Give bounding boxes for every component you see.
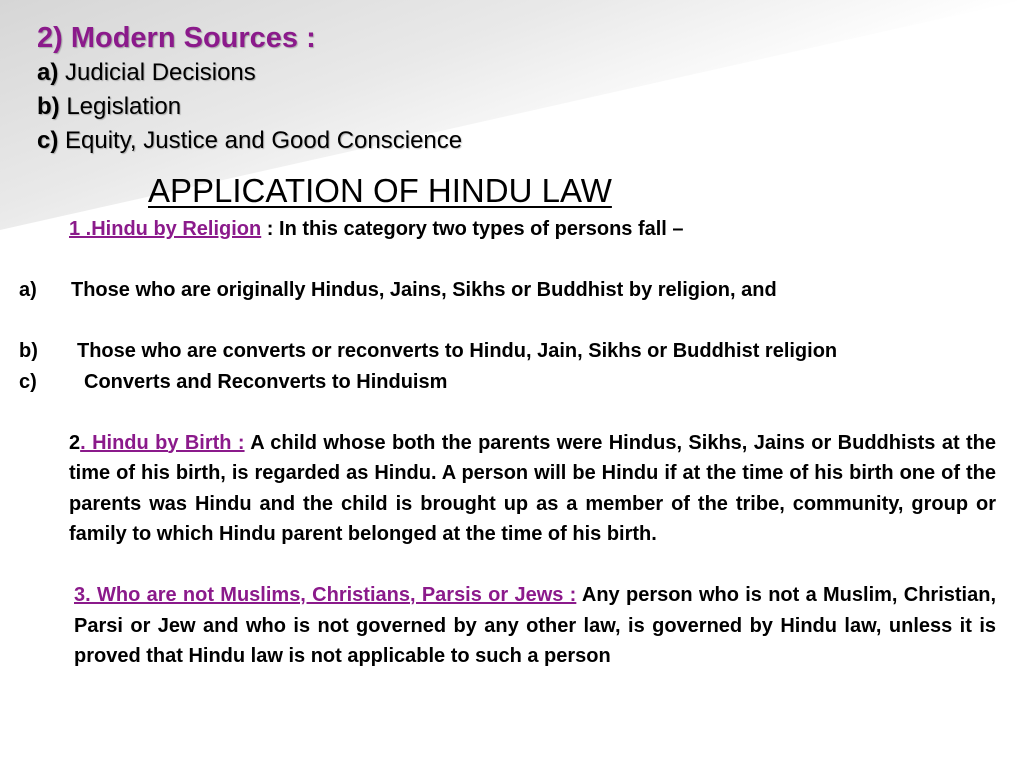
section1-text: : In this category two types of persons fall –: [261, 218, 684, 240]
source-marker: c): [37, 127, 59, 154]
section2-paragraph: [19, 428, 996, 550]
item-text: Those who are converts or reconverts to Hindu, Jain, Sikhs or Buddhist religion: [77, 340, 838, 362]
source-text: Equity, Justice and Good Conscience: [58, 127, 463, 154]
spacer: [19, 550, 996, 581]
source-text: Legislation: [59, 93, 182, 120]
spacer: [19, 397, 996, 428]
source-item-c: [37, 124, 462, 158]
item-marker: b): [19, 340, 38, 362]
item-text: Converts and Reconverts to Hinduism: [84, 370, 448, 393]
section1-label: 1 .Hindu by Religion: [69, 218, 262, 240]
source-item-a: [37, 56, 462, 90]
section1-item-c: [19, 367, 996, 398]
content-body: [19, 214, 996, 672]
item-text: Those who are originally Hindus, Jains, Sikhs or Buddhist by religion, and: [71, 279, 777, 301]
modern-sources-heading: 2) Modern Sources :: [37, 22, 316, 54]
source-marker: b): [37, 93, 60, 120]
section3-text: Any person who is not a Muslim, Christian, Parsi or Jew and who is not governed by any other law, is governed by Hindu law, unless it is proved that Hindu law is not applicable to such a person: [74, 584, 996, 667]
section1-item-b: [19, 336, 996, 367]
section2-label: . Hindu by Birth :: [80, 431, 245, 454]
section2-number: 2: [69, 431, 81, 454]
item-marker: c): [19, 370, 37, 393]
source-item-b: [37, 90, 462, 124]
spacer: [19, 306, 996, 337]
section2-text: A child whose both the parents were Hindus, Sikhs, Jains or Buddhists at the time of his birth, is regarded as Hindu. A person will be Hindu if at the time of his birth one of the parents was Hindu and the child is brought up as a member of the tribe, community, group or family to which Hindu parent belonged at the time of his birth.: [69, 431, 996, 545]
source-text: Judicial Decisions: [58, 59, 256, 86]
modern-sources-block: [37, 20, 462, 158]
page-title: APPLICATION OF HINDU LAW: [148, 172, 612, 209]
section1-item-a: [19, 275, 996, 306]
source-marker: a): [37, 59, 59, 86]
section1-intro: [19, 214, 996, 245]
spacer: [19, 245, 996, 276]
item-marker: a): [19, 279, 37, 301]
section3-label: 3. Who are not Muslims, Christians, Parsis or Jews :: [74, 584, 577, 606]
section3-paragraph: [19, 580, 996, 672]
